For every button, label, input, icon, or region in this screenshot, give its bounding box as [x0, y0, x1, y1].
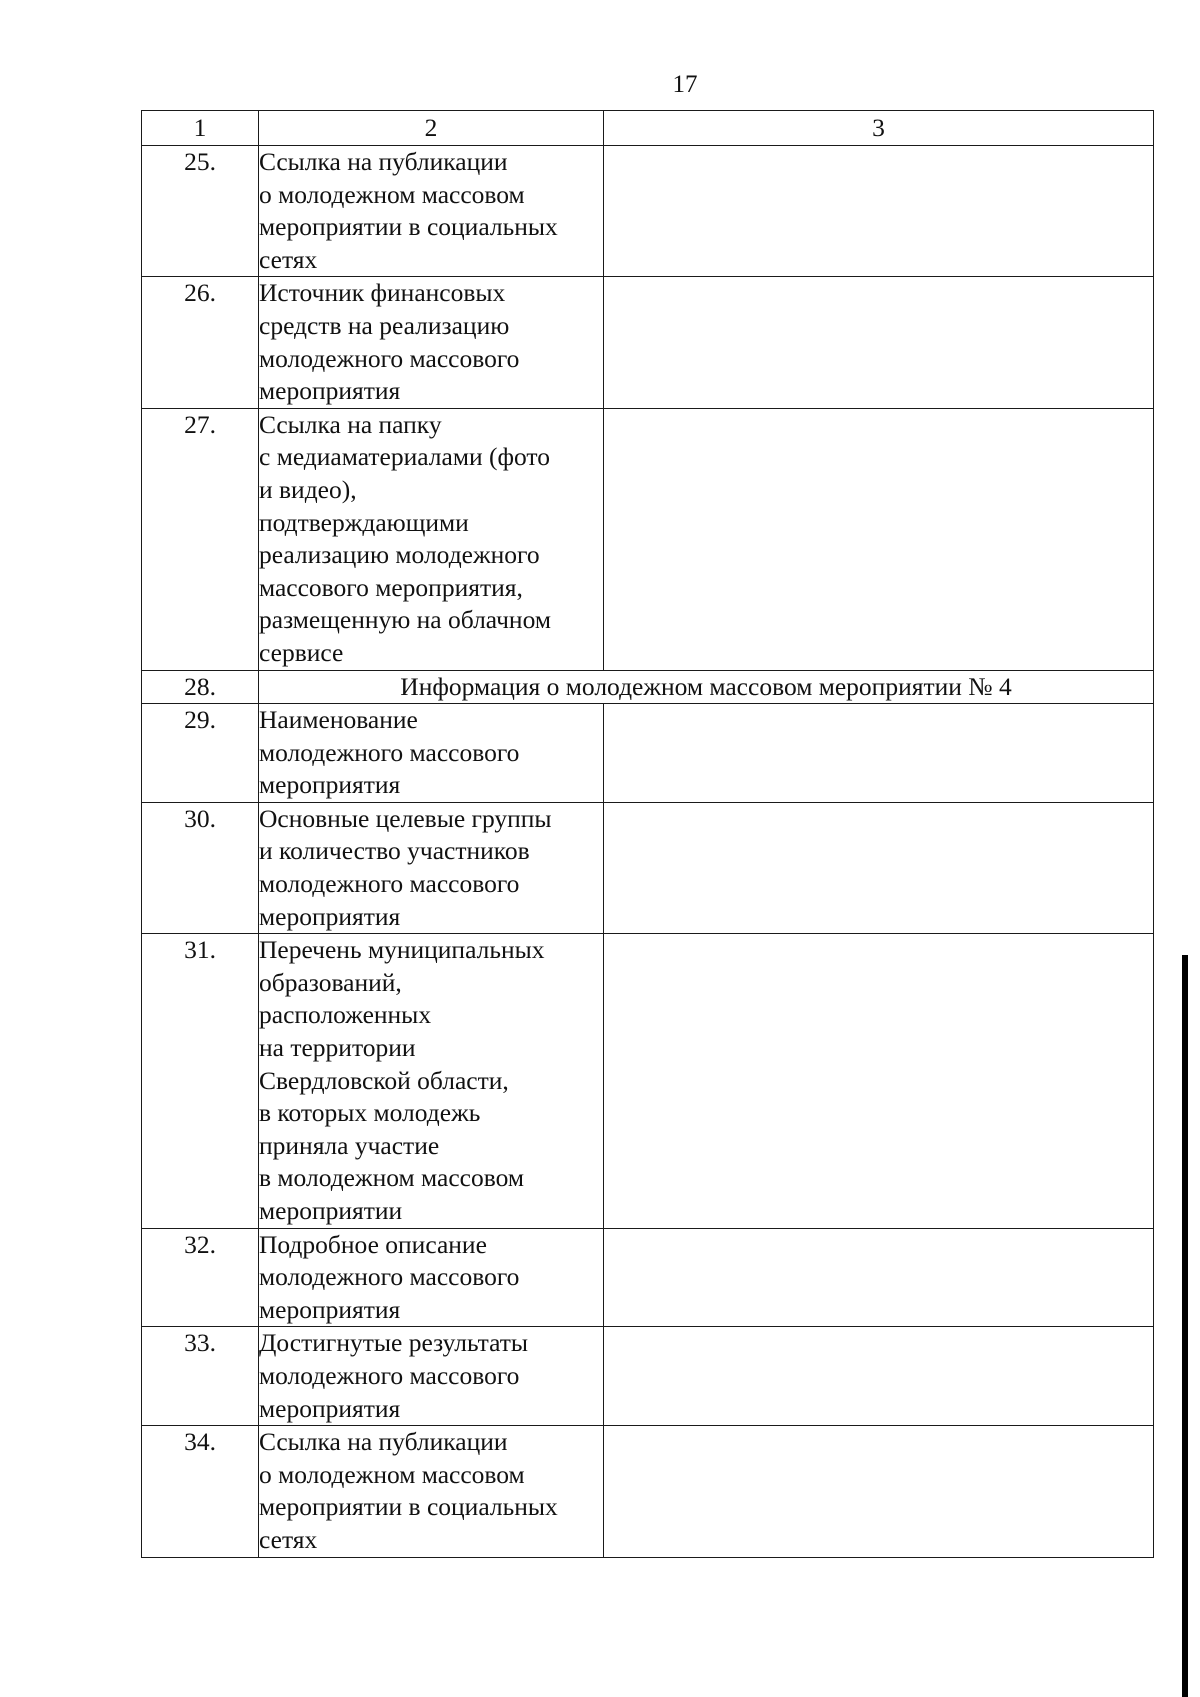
row-label-line: и количество участников: [259, 836, 530, 866]
column-header-3: 3: [604, 111, 1154, 146]
table-row: [142, 1327, 1154, 1426]
row-label: [259, 1426, 604, 1557]
row-value-cell[interactable]: [604, 146, 1154, 277]
row-label-line: Свердловской области,: [259, 1065, 509, 1095]
row-label-line: Ссылка на папку: [259, 409, 442, 439]
row-label-line: размещенную на облачном: [259, 605, 551, 635]
row-label-line: Ссылка на публикации: [259, 1427, 508, 1457]
table-row: [142, 1426, 1154, 1557]
table-row: [142, 408, 1154, 670]
row-label-line: мероприятии в социальных: [259, 212, 558, 242]
row-label-line: сетях: [259, 1524, 318, 1554]
row-number: 31.: [142, 934, 259, 1228]
form-table: [141, 110, 1154, 1558]
row-label-line: мероприятии в социальных: [259, 1492, 558, 1522]
row-label-line: мероприятия: [259, 901, 401, 931]
row-label-line: мероприятия: [259, 376, 401, 406]
row-label-line: Перечень муниципальных: [259, 935, 545, 965]
row-label: [259, 1327, 604, 1426]
row-number: 32.: [142, 1228, 259, 1327]
row-label-line: Наименование: [259, 705, 418, 735]
row-label: [259, 802, 604, 933]
row-label-line: Подробное описание: [259, 1229, 487, 1259]
section-row: [142, 670, 1154, 704]
row-label-line: в молодежном массовом: [259, 1163, 524, 1193]
row-label-line: мероприятия: [259, 1294, 401, 1324]
row-label-line: средств на реализацию: [259, 310, 510, 340]
form-table-body: [142, 111, 1154, 1558]
row-label-line: мероприятия: [259, 770, 401, 800]
table-row: [142, 146, 1154, 277]
row-label-line: массового мероприятия,: [259, 572, 523, 602]
row-label-line: о молодежном массовом: [259, 179, 525, 209]
column-header-2: 2: [259, 111, 604, 146]
row-number: 33.: [142, 1327, 259, 1426]
row-label-line: сетях: [259, 244, 318, 274]
row-label-line: молодежного массового: [259, 1262, 520, 1292]
row-value-cell[interactable]: [604, 934, 1154, 1228]
row-label-line: о молодежном массовом: [259, 1459, 525, 1489]
row-label-line: с медиаматериалами (фото: [259, 442, 550, 472]
column-header-row: [142, 111, 1154, 146]
row-label-line: молодежного массового: [259, 737, 520, 767]
row-label-line: образований,: [259, 967, 402, 997]
table-row: [142, 934, 1154, 1228]
row-value-cell[interactable]: [604, 408, 1154, 670]
row-label-line: Источник финансовых: [259, 278, 506, 308]
row-label: [259, 408, 604, 670]
row-label: [259, 934, 604, 1228]
scan-edge-artifact: [1182, 955, 1188, 1697]
row-label: [259, 704, 604, 803]
row-value-cell[interactable]: [604, 1426, 1154, 1557]
row-label-line: подтверждающими: [259, 507, 469, 537]
section-title: Информация о молодежном массовом мероприятии № 4: [259, 670, 1154, 704]
row-label-line: приняла участие: [259, 1130, 440, 1160]
row-label: [259, 277, 604, 408]
row-value-cell[interactable]: [604, 277, 1154, 408]
row-label-line: реализацию молодежного: [259, 540, 540, 570]
row-number: 27.: [142, 408, 259, 670]
row-label: [259, 146, 604, 277]
row-number: 34.: [142, 1426, 259, 1557]
table-row: [142, 277, 1154, 408]
row-value-cell[interactable]: [604, 704, 1154, 803]
row-label-line: расположенных: [259, 1000, 432, 1030]
row-value-cell[interactable]: [604, 802, 1154, 933]
row-label-line: мероприятия: [259, 1393, 401, 1423]
row-label-line: в которых молодежь: [259, 1098, 481, 1128]
row-label-line: молодежного массового: [259, 343, 520, 373]
row-label-line: Основные целевые группы: [259, 803, 552, 833]
row-number: 28.: [142, 670, 259, 704]
row-value-cell[interactable]: [604, 1327, 1154, 1426]
row-label-line: молодежного массового: [259, 1360, 520, 1390]
row-number: 26.: [142, 277, 259, 408]
row-number: 25.: [142, 146, 259, 277]
row-label: [259, 1228, 604, 1327]
column-header-1: 1: [142, 111, 259, 146]
row-label-line: мероприятии: [259, 1196, 403, 1225]
page-number: 17: [672, 71, 698, 98]
row-label-line: на территории: [259, 1033, 416, 1063]
row-label-line: Ссылка на публикации: [259, 147, 508, 176]
row-label-line: сервисе: [259, 637, 344, 667]
table-row: [142, 802, 1154, 933]
row-label-line: и видео),: [259, 474, 357, 504]
table-row: [142, 704, 1154, 803]
row-number: 30.: [142, 802, 259, 933]
row-value-cell[interactable]: [604, 1228, 1154, 1327]
row-label-line: Достигнутые результаты: [259, 1328, 529, 1358]
row-number: 29.: [142, 704, 259, 803]
table-row: [142, 1228, 1154, 1327]
row-label-line: молодежного массового: [259, 869, 520, 899]
